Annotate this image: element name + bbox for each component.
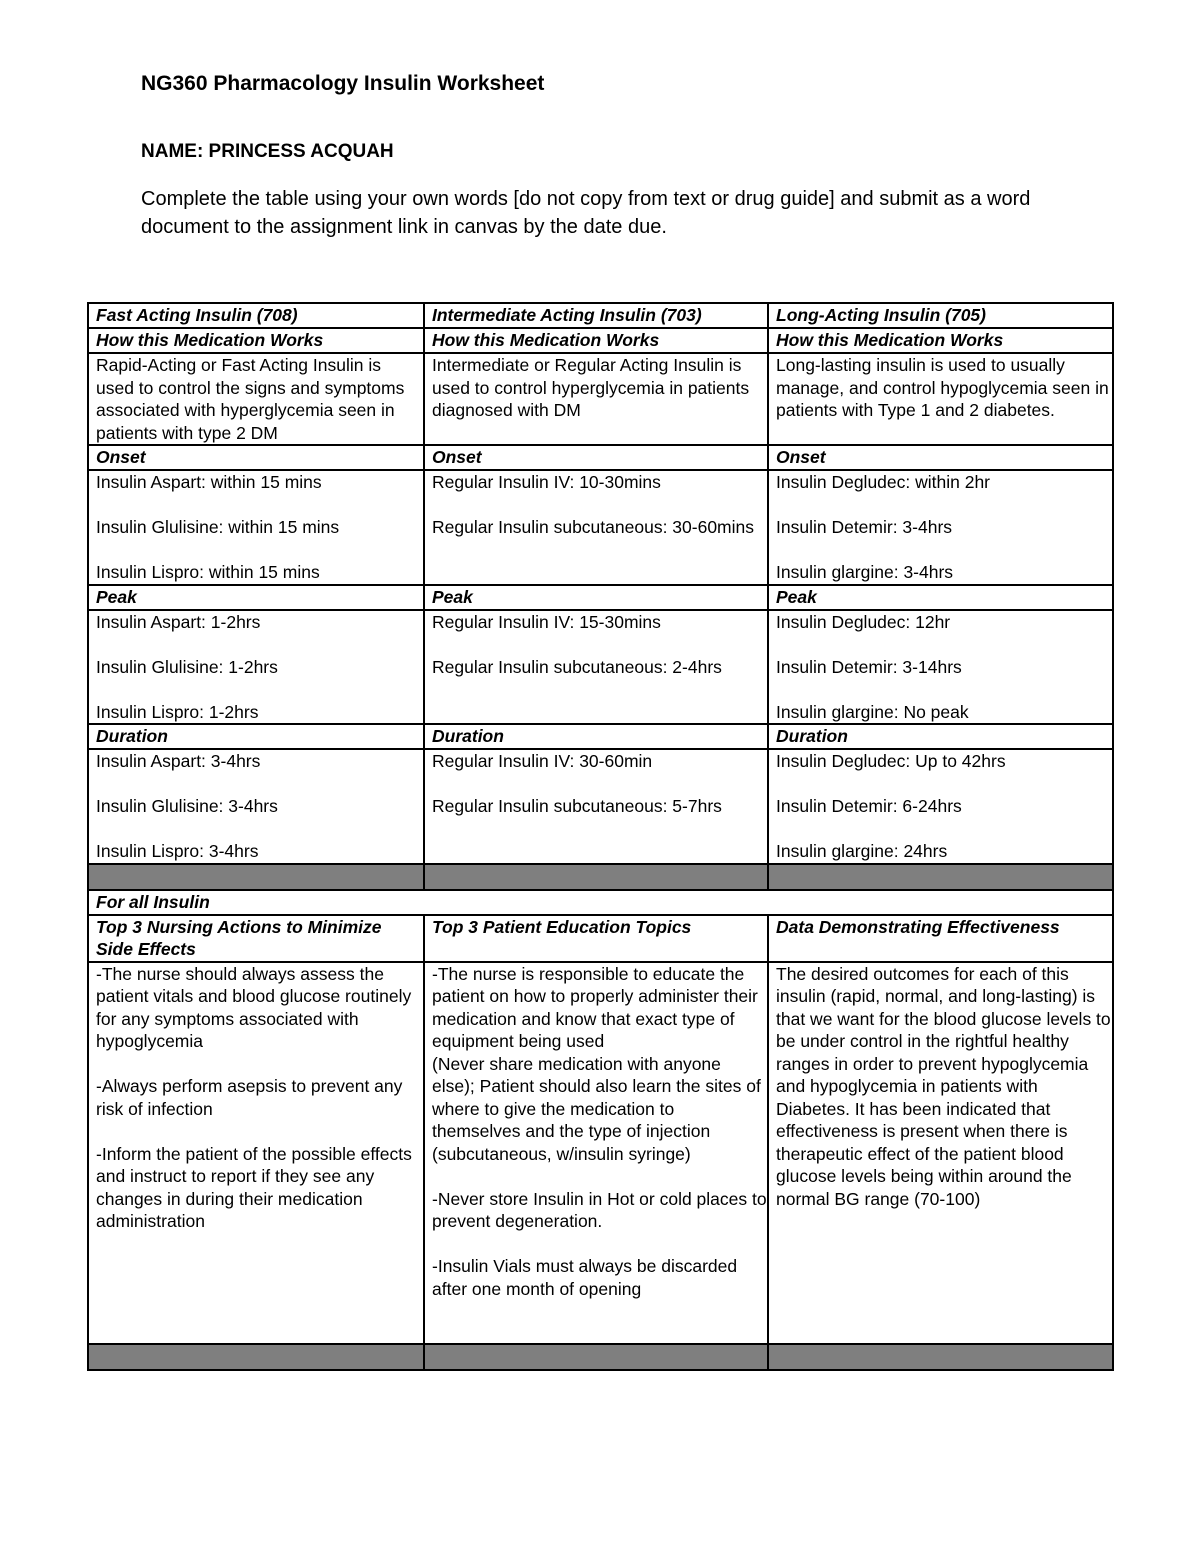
peak-long-glargine: Insulin glargine: No peak	[776, 701, 969, 722]
peak-fast-glulisine: Insulin Glulisine: 1-2hrs	[96, 656, 278, 677]
onset-long-degludec: Insulin Degludec: within 2hr	[776, 472, 991, 492]
duration-long-degludec: Insulin Degludec: Up to 42hrs	[776, 751, 1006, 771]
nursing-action-2: -Always perform asepsis to prevent any risk of infection	[96, 1076, 403, 1119]
how-label-row	[88, 328, 1113, 353]
shaded-cell	[768, 1344, 1113, 1370]
student-name: NAME: PRINCESS ACQUAH	[141, 141, 394, 162]
duration-label: Duration	[768, 724, 1113, 749]
header-row	[88, 303, 1113, 328]
effectiveness-text: The desired outcomes for each of this insulin (rapid, normal, and long-lasting) is that we want for the blood glucose levels to be under control in the rightful healthy ranges in order to prevent hypoglycemia and hypoglycemia in patients with Diabetes. It has been indicated that effectiveness is present when there is therapeutic effect of the patient blood glucose levels being within around the normal BG range (70-100)	[776, 963, 1111, 1209]
shaded-cell	[424, 864, 768, 890]
bottom-header-row	[88, 915, 1113, 962]
duration-long-detemir: Insulin Detemir: 6-24hrs	[776, 796, 962, 816]
duration-regular-subcutaneous: Regular Insulin subcutaneous: 5-7hrs	[432, 796, 722, 816]
duration-row	[88, 749, 1113, 864]
duration-label-row	[88, 724, 1113, 749]
onset-long-detemir: Insulin Detemir: 3-4hrs	[776, 517, 953, 537]
how-long: Long-lasting insulin is used to usually manage, and control hypoglycemia seen in patients with Type 1 and 2 diabetes.	[768, 353, 1113, 445]
how-intermediate: Intermediate or Regular Acting Insulin is used to control hyperglycemia in patients diagnosed with DM	[424, 353, 768, 445]
shaded-cell	[768, 864, 1113, 890]
duration-fast-aspart: Insulin Aspart: 3-4hrs	[96, 751, 261, 771]
peak-label: Peak	[768, 585, 1113, 610]
onset-label: Onset	[768, 445, 1113, 470]
onset-fast-glulisine: Insulin Glulisine: within 15 mins	[96, 517, 340, 537]
for-all-insulin-label: For all Insulin	[88, 890, 1113, 915]
peak-long-detemir: Insulin Detemir: 3-14hrs	[776, 656, 962, 677]
worksheet-title: NG360 Pharmacology Insulin Worksheet	[141, 72, 545, 95]
onset-regular-subcutaneous: Regular Insulin subcutaneous: 30-60mins	[432, 517, 754, 537]
header-long-acting: Long-Acting Insulin (705)	[768, 303, 1113, 328]
header-intermediate-acting: Intermediate Acting Insulin (703)	[424, 303, 768, 328]
peak-label: Peak	[424, 585, 768, 610]
duration-label: Duration	[424, 724, 768, 749]
patient-education-cell	[424, 962, 768, 1344]
peak-long	[768, 610, 1113, 725]
effectiveness-cell	[768, 962, 1113, 1344]
duration-fast-lispro: Insulin Lispro: 3-4hrs	[96, 841, 259, 861]
bottom-content-row	[88, 962, 1113, 1344]
shaded-cell	[88, 864, 424, 890]
shaded-separator-row	[88, 864, 1113, 890]
how-label: How this Medication Works	[768, 328, 1113, 353]
nursing-action-3: -Inform the patient of the possible effects and instruct to report if they see any changes in during their medication administration	[96, 1143, 412, 1231]
how-label: How this Medication Works	[88, 328, 424, 353]
peak-label-row	[88, 585, 1113, 610]
peak-label: Peak	[88, 585, 424, 610]
how-label: How this Medication Works	[424, 328, 768, 353]
onset-fast-aspart: Insulin Aspart: within 15 mins	[96, 472, 322, 492]
effectiveness-header: Data Demonstrating Effectiveness	[768, 915, 1113, 962]
how-fast: Rapid-Acting or Fast Acting Insulin is used to control the signs and symptoms associated with hyperglycemia seen in patients with type 2 DM	[88, 353, 424, 445]
header-fast-acting: Fast Acting Insulin (708)	[88, 303, 424, 328]
insulin-table	[87, 302, 1114, 1371]
nursing-action-1: -The nurse should always assess the patient vitals and blood glucose routinely for any symptoms associated with hypoglycemia	[96, 963, 412, 1051]
onset-label: Onset	[424, 445, 768, 470]
onset-row	[88, 470, 1113, 585]
nursing-actions-cell	[88, 962, 424, 1344]
shaded-footer-row	[88, 1344, 1113, 1370]
peak-fast-lispro: Insulin Lispro: 1-2hrs	[96, 701, 259, 722]
how-row	[88, 353, 1113, 445]
shaded-cell	[424, 1344, 768, 1370]
onset-long-glargine: Insulin glargine: 3-4hrs	[776, 562, 954, 582]
education-topic-2: -Never store Insulin in Hot or cold places to prevent degeneration.	[432, 1188, 767, 1231]
education-topic-1: -The nurse is responsible to educate the patient on how to properly administer their medication and know that exact type of equipment being used	[432, 963, 758, 1051]
onset-fast	[88, 470, 424, 585]
duration-fast	[88, 749, 424, 864]
duration-long	[768, 749, 1113, 864]
onset-intermediate	[424, 470, 768, 585]
instructions: Complete the table using your own words [do not copy from text or drug guide] and submit as a word document to the assignment link in canvas by the date due.	[141, 188, 1031, 238]
peak-row	[88, 610, 1113, 725]
peak-fast	[88, 610, 424, 725]
duration-label: Duration	[88, 724, 424, 749]
education-topic-1-detail: (Never share medication with anyone else); Patient should also learn the sites of where to give the medication to themselves and the type of injection (subcutaneous, w/insulin syringe)	[432, 1053, 761, 1164]
education-topic-3: -Insulin Vials must always be discarded after one month of opening	[432, 1256, 738, 1299]
onset-label: Onset	[88, 445, 424, 470]
peak-long-degludec: Insulin Degludec: 12hr	[776, 611, 951, 632]
peak-intermediate	[424, 610, 768, 725]
duration-intermediate	[424, 749, 768, 864]
patient-education-header: Top 3 Patient Education Topics	[424, 915, 768, 962]
onset-fast-lispro: Insulin Lispro: within 15 mins	[96, 562, 320, 582]
duration-long-glargine: Insulin glargine: 24hrs	[776, 841, 948, 861]
peak-regular-subcutaneous: Regular Insulin subcutaneous: 2-4hrs	[432, 656, 722, 677]
onset-label-row	[88, 445, 1113, 470]
nursing-actions-header: Top 3 Nursing Actions to Minimize Side Effects	[88, 915, 424, 962]
onset-regular-iv: Regular Insulin IV: 10-30mins	[432, 472, 661, 492]
for-all-row	[88, 890, 1113, 915]
duration-fast-glulisine: Insulin Glulisine: 3-4hrs	[96, 796, 278, 816]
duration-regular-iv: Regular Insulin IV: 30-60min	[432, 751, 653, 771]
peak-fast-aspart: Insulin Aspart: 1-2hrs	[96, 611, 261, 632]
peak-regular-iv: Regular Insulin IV: 15-30mins	[432, 611, 661, 632]
onset-long	[768, 470, 1113, 585]
shaded-cell	[88, 1344, 424, 1370]
